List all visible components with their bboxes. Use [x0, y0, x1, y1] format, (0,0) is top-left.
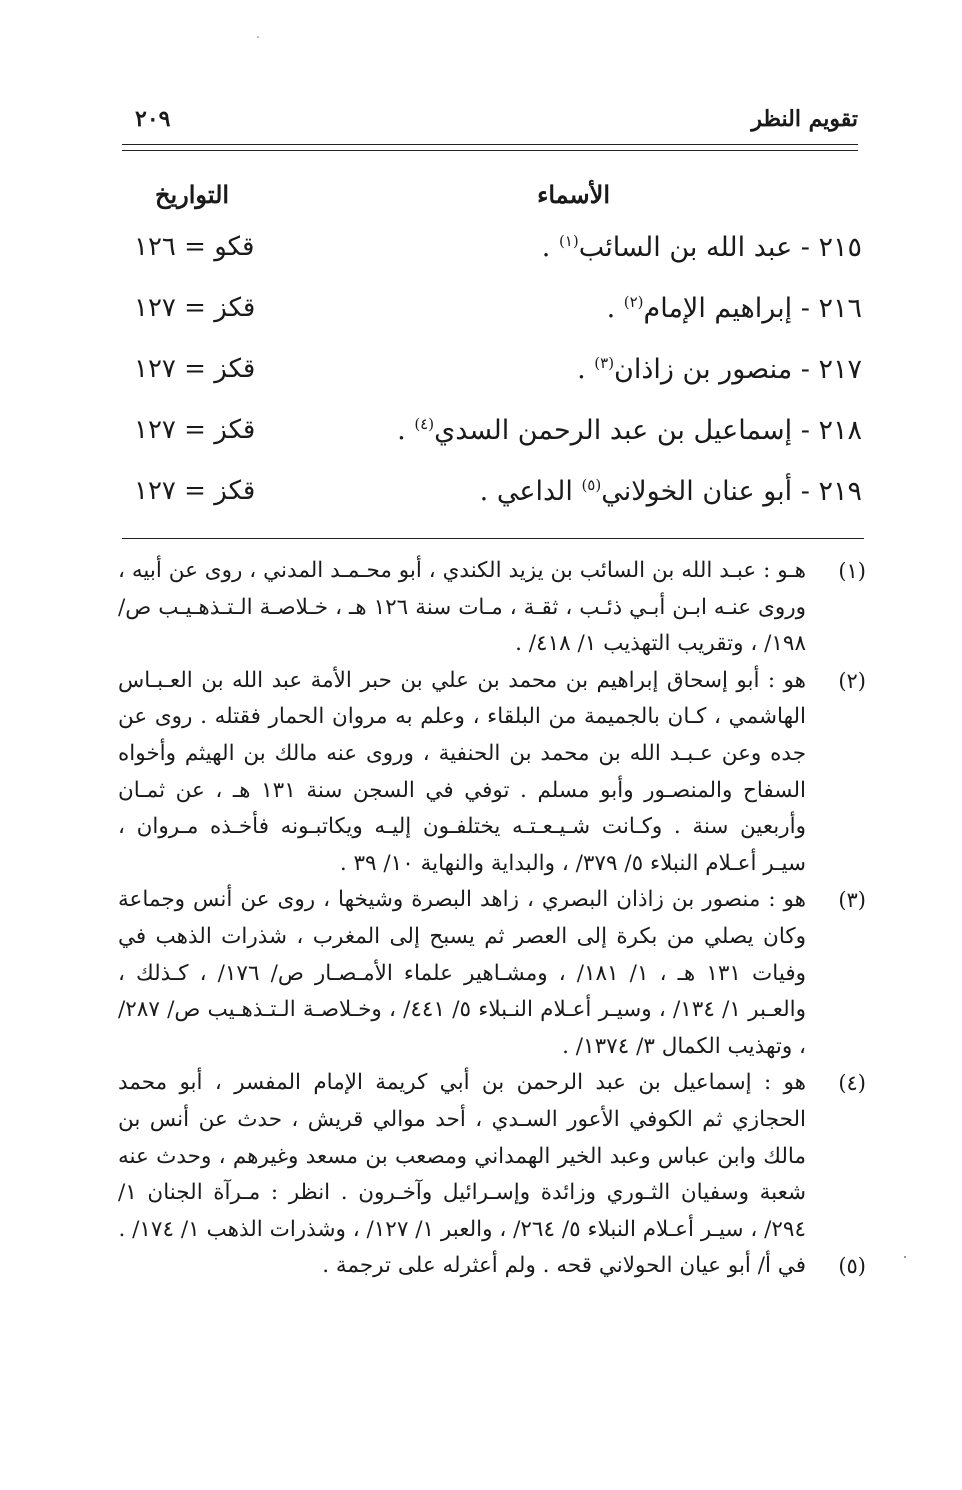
entry-date: قكز = ١٢٧	[134, 476, 256, 506]
footnote-separator	[122, 538, 864, 539]
entry-number: ٢١٨	[818, 415, 862, 446]
note-reference: (٢)	[623, 293, 644, 311]
entry-person: إسماعيل بن عبد الرحمن السدي	[434, 415, 793, 446]
footnote	[118, 882, 866, 1065]
footnote-text: هو : أبو إسحاق إبراهيم بن محمد بن علي بن حبر الأمة عبد الله بن العـبـاس الهاشمي ، كـان بالجميمة من البلقاء ، وعلم به مروان الحمار فقتله . روى عن جده وعن عـبـد الله بن محمد بن الحنفية ، وروى عنه مالك بن الهيثم وأخواه السفاح والمنصـور وأبو مسلم . توفي في السجن سنة ١٣١ هـ ، عن ثمـان وأربعين سنة . وكـانت شـيـعـتـه يختلفـون إليـه ويكاتبـونه فأخـذه مـروان ، سيـر أعـلام النبلاء ٥/ ٣٧٩/ ، والبداية والنهاية ١٠/ ٣٩ .	[118, 667, 806, 876]
entry-number: ٢١٩	[818, 476, 862, 507]
footnote-marker: (٤)	[838, 1071, 866, 1096]
entry-person: منصور بن زاذان	[614, 354, 793, 385]
entry-tail: .	[541, 232, 559, 263]
entry-name: ٢١٧ - منصور بن زاذان$^{(٣)}$ .	[577, 354, 862, 385]
entry-name: ٢١٩ - أبو عنان الخولاني$^{(٥)}$ الداعي .	[479, 476, 862, 507]
entry-name: ٢١٥ - عبد الله بن السائب$^{(١)}$ .	[541, 232, 862, 263]
entry-name: ٢١٦ - إبراهيم الإمام$^{(٢)}$ .	[606, 293, 862, 324]
entry-person: إبراهيم الإمام	[643, 293, 793, 324]
entry-number: ٢١٧	[818, 354, 862, 385]
footnote-marker: (٢)	[838, 668, 866, 693]
footnotes	[118, 553, 866, 1285]
footnote-marker: (١)	[838, 559, 866, 583]
note-reference: (٥)	[581, 476, 602, 494]
table-row	[120, 476, 862, 537]
dates-column-heading: التواريخ	[155, 180, 230, 209]
entry-tail: .	[577, 354, 595, 385]
note-reference: (٣)	[594, 354, 615, 372]
entry-tail: .	[606, 293, 624, 324]
table-row	[120, 415, 862, 476]
entry-name: ٢١٨ - إسماعيل بن عبد الرحمن السدي$^{(٤)}$ .	[397, 415, 862, 446]
footnote	[118, 553, 866, 663]
footnote-text: هو : إسماعيل بن عبد الرحمن بن أبي كريمة الإمام المفسر ، أبو محمد الحجازي ثم الكوفي الأعور السـدي ، أحد موالي قريش ، حدث عن أنس بن مالك وابن عباس وعبد الخير الهمداني ومصعب بن مسعد وغيرهم ، وحدث عنه شعبة وسفيان الثـوري وزائدة وإسـرائيل وآخـرون . انظر : مـرآة الجنان ١/ ٢٩٤/ ، سيـر أعـلام النبلاء ٥/ ٢٦٤/ ، والعبر ١/ ١٢٧/ ، وشذرات الذهب ١/ ١٧٤/ .	[118, 1070, 806, 1242]
scan-speck	[904, 1256, 906, 1258]
page-number: ٢٠٩	[135, 106, 171, 132]
entry-tail: .	[397, 415, 415, 446]
footnote-text: هـو : عبـد الله بن السائب بن يزيد الكندي ، أبو محـمـد المدني ، روى عن أبيه ، وروى عنـه ابـن أبـي ذئـب ، ثقـة ، مـات سنة ١٢٦ هـ ، خـلاصـة الـتـذهـيـب ص/ ١٩٨/ ، وتقريب التهذيب ١/ ٤١٨/ .	[118, 558, 806, 657]
entry-number: ٢١٦	[818, 293, 862, 324]
footnote-marker: (٥)	[838, 1254, 866, 1279]
note-reference: (٤)	[414, 415, 435, 433]
footnote	[118, 1065, 866, 1248]
scan-speck	[257, 36, 259, 38]
footnote-marker: (٣)	[838, 888, 866, 913]
names-column-heading: الأسماء	[537, 180, 610, 209]
header-rule	[122, 150, 858, 151]
entries-table	[120, 232, 862, 537]
entry-tail: الداعي .	[479, 476, 582, 507]
footnote	[118, 663, 866, 883]
entry-date: قكز = ١٢٧	[134, 415, 256, 445]
footnote	[118, 1248, 866, 1285]
entry-number: ٢١٥	[818, 232, 862, 263]
entry-person: عبد الله بن السائب	[578, 232, 793, 263]
table-row	[120, 293, 862, 354]
entry-person: أبو عنان الخولاني	[601, 476, 793, 507]
footnote-text: في أ/ أبو عيان الحولاني قحه . ولم أعثرله على ترجمة .	[322, 1253, 806, 1279]
header-rule	[122, 144, 858, 145]
table-row	[120, 232, 862, 293]
note-reference: (١)	[558, 232, 579, 250]
footnote-text: هو : منصور بن زاذان البصري ، زاهد البصرة وشيخها ، روى عن أنس وجماعة وكان يصلي من بكرة إلى العصر ثم يسبح إلى المغرب ، شذرات الذهب في وفيات ١٣١ هـ ، ١/ ١٨١/ ، ومشـاهير علماء الأمـصـار ص/ ١٧٦/ ، كـذلك ، والعـبر ١/ ١٣٤/ ، وسيـر أعـلام النـبلاء ٥/ ٤٤١/ ، وخـلاصـة الـتـذهـيب ص/ ٢٨٧/ ، وتهذيب الكمال ٣/ ١٣٧٤/ .	[118, 887, 807, 1059]
table-row	[120, 354, 862, 415]
entry-date: قكز = ١٢٧	[134, 293, 256, 323]
running-title: تقويم النظر	[751, 106, 858, 132]
entry-date: قكز = ١٢٧	[134, 354, 256, 384]
entry-date: قكو = ١٢٦	[134, 232, 255, 262]
